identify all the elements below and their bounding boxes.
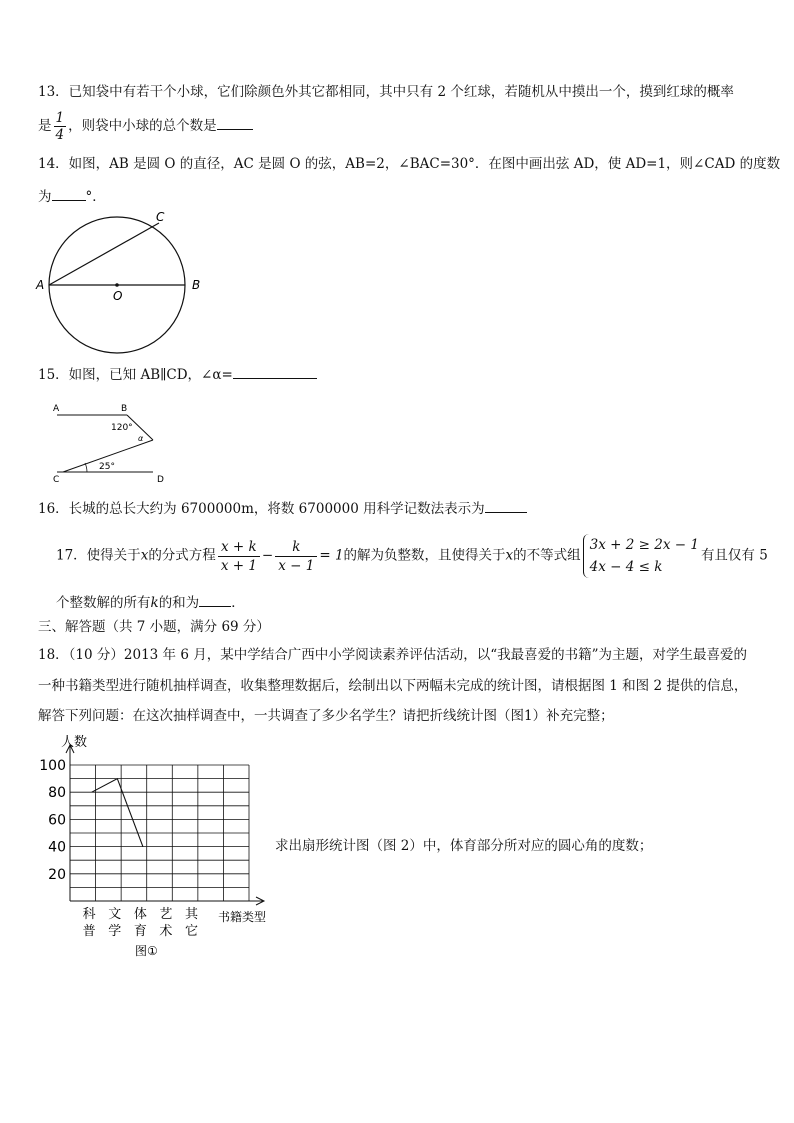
q17-mid3: 的不等式组 (513, 547, 581, 564)
q13-post: ，则袋中小球的总个数是 (68, 118, 217, 134)
q14-post: °． (85, 189, 106, 205)
x-tick-label: 普 (82, 924, 96, 939)
q17-answer-blank[interactable] (199, 592, 231, 607)
x-tick-label: 体 (133, 907, 147, 922)
angle-120-label: 120° (111, 423, 133, 433)
center-point (115, 283, 119, 287)
chord-ac (49, 223, 159, 285)
q14-pre: 为 (38, 189, 52, 205)
y-axis-label: 人数 (61, 735, 88, 750)
q15-text: 15．如图，已知 AB∥CD，∠α= (38, 367, 233, 383)
chart-caption: 图① (135, 944, 158, 958)
q13-line1: 13．已知袋中有若干个小球，它们除颜色外其它都相同，其中只有 2 个红球，若随机从中摸出一个，摸到红球的概率 (38, 84, 734, 100)
q14-answer-blank[interactable] (52, 186, 86, 201)
label-a: A (53, 404, 60, 414)
q13-frac-den: 4 (55, 127, 65, 143)
q18-line2: 一种书籍类型进行随机抽样调查，收集整理数据后，绘制出以下两幅未完成的统计图，请根据图 1 和图 2 提供的信息， (38, 678, 748, 694)
q17-f2-den: x − 1 (278, 557, 315, 574)
q16-text: 16．长城的总长大约为 6700000m，将数 6700000 用科学记数法表示为 (38, 501, 485, 517)
q17-fraction1 (218, 538, 260, 575)
q17-line2-post: ． (231, 595, 245, 611)
q17-mid2: 的解为负整数，且使得关于 (343, 547, 506, 564)
y-tick-label: 20 (48, 866, 66, 883)
chart-grid (70, 765, 249, 901)
x-tick-label: 育 (133, 924, 147, 939)
q17-f1-num: x + k (218, 538, 260, 557)
label-c: C (53, 475, 60, 485)
q17-mid1: 的分式方程 (148, 547, 216, 564)
q17-pre: 17．使得关于 (56, 547, 141, 564)
x-tick-label: 艺 (159, 907, 173, 922)
x-tick-label: 学 (108, 924, 122, 939)
q17-line1 (56, 534, 768, 578)
q17-post: 有且仅有 5 (700, 547, 768, 564)
q15-line (38, 364, 317, 385)
y-tick-label: 40 (48, 839, 66, 856)
label-a: A (36, 278, 45, 292)
angle-25-label: 25° (99, 462, 115, 472)
q17-f1-den: x + 1 (220, 557, 257, 574)
q18-line3: 解答下列问题：在这次抽样调查中，一共调查了多少名学生？请把折线统计图（图1）补充完整； (38, 708, 614, 724)
q15-parallel-figure (45, 398, 175, 486)
q17-x2: x (505, 547, 514, 564)
q13-line2 (38, 110, 253, 143)
q17-minus: − (261, 547, 274, 564)
q17-x: x (140, 547, 149, 564)
q13-fraction (54, 110, 67, 143)
x-axis-label: 书籍类型 (218, 910, 267, 924)
x-tick-label: 它 (184, 924, 198, 939)
q18-line1: 18．（10 分）2013 年 6 月，某中学结合广西中小学阅读素养评估活动，以“我最喜爱的书籍”为主题，对学生最喜爱的 (38, 647, 748, 663)
label-d: D (157, 475, 164, 485)
label-b: B (192, 278, 201, 292)
q17-fraction2 (275, 538, 317, 575)
q14-line1: 14．如图，AB 是圆 O 的直径，AC 是圆 O 的弦，AB=2，∠BAC=30°．在图中画出弦 AD，使 AD=1，则∠CAD 的度数 (38, 156, 781, 172)
q14-circle-figure (30, 205, 210, 370)
series-line (92, 779, 143, 847)
q16-answer-blank[interactable] (485, 498, 527, 513)
q13-frac-num: 1 (55, 110, 65, 126)
q18-side-text: 求出扇形统计图（图 2）中，体育部分所对应的圆心角的度数； (275, 838, 653, 854)
q17-line2-pre: 个整数解的所有 (56, 595, 151, 611)
label-b: B (121, 404, 128, 414)
y-tick-label: 60 (48, 812, 66, 829)
q17-inequality-system (583, 534, 699, 578)
q15-answer-blank[interactable] (233, 364, 317, 379)
q17-eq: = 1 (319, 547, 344, 564)
label-o: O (113, 289, 123, 303)
q13-pre: 是 (38, 118, 52, 134)
q17-ineq1: 3x + 2 ≥ 2x − 1 (589, 537, 699, 553)
q17-k: k (150, 595, 159, 611)
x-tick-label: 文 (108, 907, 122, 922)
y-tick-labels (39, 758, 66, 883)
q17-f2-num: k (275, 538, 317, 557)
q17-line2 (56, 592, 245, 613)
chart-series (92, 779, 143, 847)
x-tick-label: 科 (82, 907, 96, 922)
line-chart-figure1 (36, 728, 281, 963)
x-tick-label: 术 (159, 924, 173, 939)
q17-line2-mid: 的和为 (158, 595, 200, 611)
x-tick-labels (83, 906, 199, 939)
q13-answer-blank[interactable] (217, 115, 253, 130)
q14-line2 (38, 186, 106, 207)
section-3-heading: 三、解答题（共 7 小题，满分 69 分） (38, 619, 270, 635)
label-c: C (156, 210, 165, 224)
alpha-label: α (138, 434, 144, 443)
y-tick-label: 100 (39, 758, 66, 774)
x-tick-label: 其 (184, 907, 198, 922)
q16-line (38, 498, 527, 519)
q17-ineq2: 4x − 4 ≤ k (589, 559, 663, 575)
y-tick-label: 80 (48, 785, 66, 802)
